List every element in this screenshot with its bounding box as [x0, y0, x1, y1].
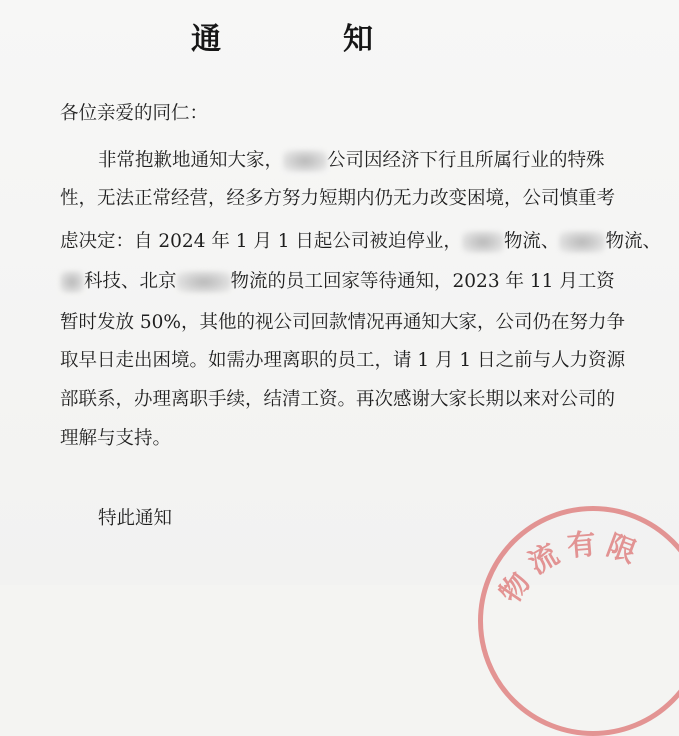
- paragraph-text: 公司因经济下行且所属行业的特殊: [327, 150, 605, 171]
- redaction-blur: [177, 271, 231, 293]
- seal-lettering: [483, 511, 679, 731]
- redaction-blur: [60, 271, 84, 293]
- document-title: 通 知: [191, 22, 419, 57]
- svg-text:物流有限: [493, 526, 649, 609]
- paragraph-text: 科技、北京: [84, 271, 177, 292]
- paragraph-text: 物流、: [503, 231, 560, 252]
- paragraph-line-7: 部联系，办理离职手续，结清工资。再次感谢大家长期以来对公司的: [60, 389, 616, 410]
- paragraph-line-6: 取早日走出困境。如需办理离职的员工，请 1 月 1 日之前与人力资源: [60, 350, 626, 371]
- paragraph-line-1: [60, 146, 605, 172]
- paragraph-line-2: 性，无法正常经营，经多方努力短期内仍无力改变困境，公司慎重考: [60, 188, 616, 209]
- paragraph-text: 虑决定：自 2024 年 1 月 1 日起公司被迫停业，: [60, 231, 462, 252]
- greeting: 各位亲爱的同仁：: [60, 103, 209, 124]
- redaction-blur: [283, 150, 327, 172]
- paragraph-line-4: [60, 267, 615, 293]
- paragraph-line-8: 理解与支持。: [60, 428, 172, 449]
- company-seal: [478, 506, 679, 736]
- closing-remark: 特此通知: [98, 508, 173, 529]
- paragraph-text: 物流、: [605, 231, 661, 252]
- redaction-blur: [559, 231, 605, 253]
- paragraph-line-3: [60, 227, 661, 253]
- seal-text: 物流有限: [492, 525, 649, 609]
- redaction-blur: [462, 231, 504, 253]
- paragraph-text: 物流的员工回家等待通知，2023 年 11 月工资: [230, 271, 615, 292]
- paragraph-line-5: 暂时发放 50%，其他的视公司回款情况再通知大家，公司仍在努力争: [60, 312, 626, 333]
- paragraph-text: 非常抱歉地通知大家，: [98, 150, 284, 171]
